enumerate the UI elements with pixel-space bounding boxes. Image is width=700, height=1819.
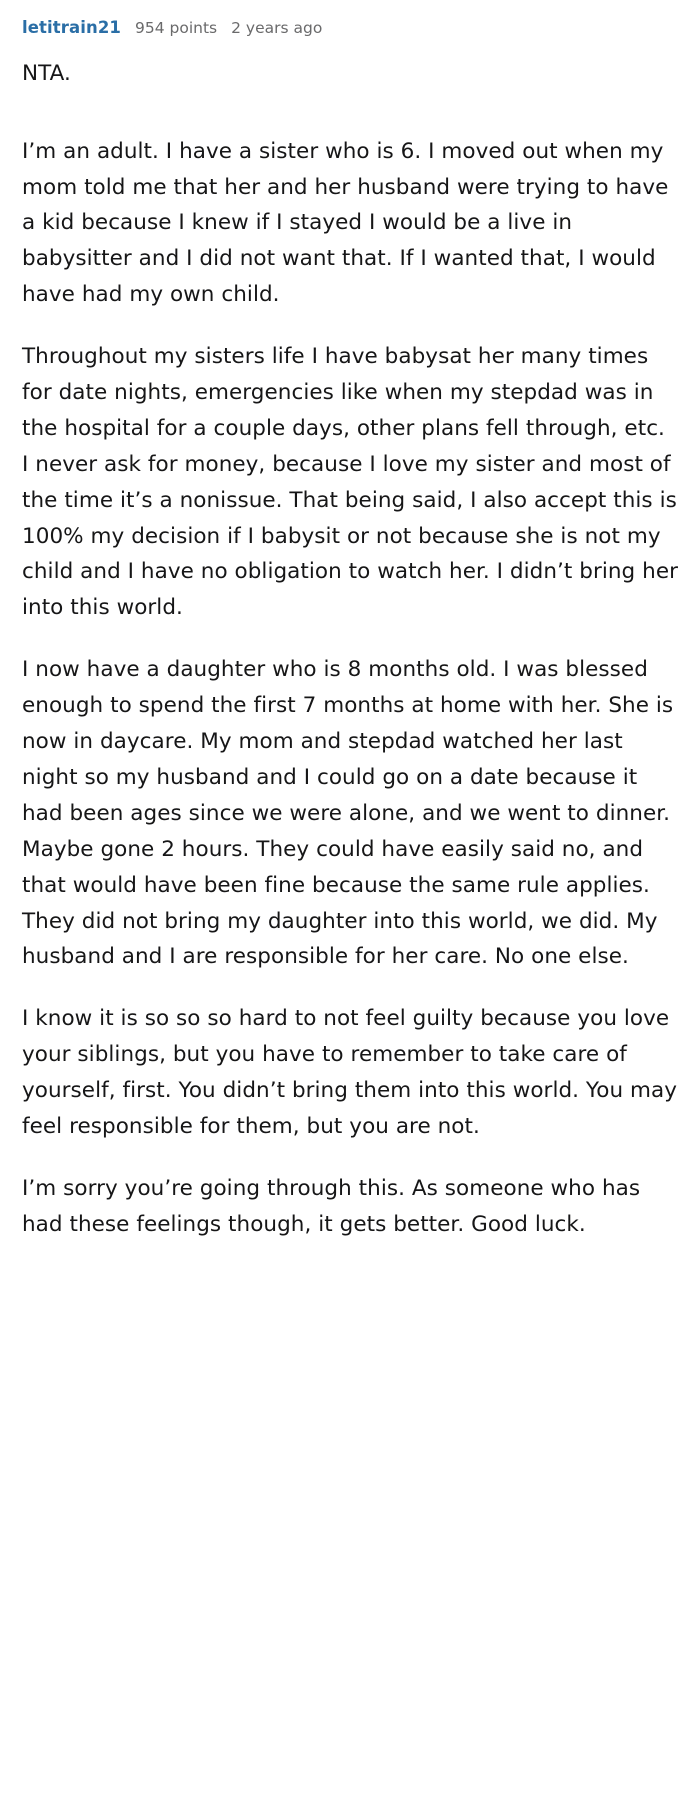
comment-points: 954 points (135, 19, 218, 37)
comment-paragraph: I know it is so so so hard to not feel guilty because you love your siblings, but you have to remember to take care of yourself, first. You didn’t bring them into this world. You may feel responsible for them, but you are not. (22, 1006, 678, 1139)
comment-paragraph: Throughout my sisters life I have babysat her many times for date nights, emergencies like when my stepdad was in the hospital for a couple days, other plans fell through, etc. I never ask for money, because I love my sister and most of the time it’s a nonissue. That being said, I also accept this is 100% my decision if I babysit or not because she is not my child and I have no obligation to watch her. I didn’t bring her into this world. (22, 344, 678, 621)
comment-paragraph: NTA. (22, 60, 71, 86)
comment-author[interactable]: letitrain21 (22, 18, 122, 37)
comment-body (22, 56, 678, 1243)
comment-paragraph: I’m sorry you’re going through this. As someone who has had these feelings though, it gets better. Good luck. (22, 1175, 641, 1237)
comment-meta (22, 18, 678, 38)
comment-timestamp: 2 years ago (231, 19, 323, 37)
comment-paragraph: I’m an adult. I have a sister who is 6. I moved out when my mom told me that her and her husband were trying to have a kid because I knew if I stayed I would be a live in babysitter and I did not want that. If I wanted that, I would have had my own child. (22, 138, 669, 308)
comment-paragraph: I now have a daughter who is 8 months old. I was blessed enough to spend the first 7 months at home with her. She is now in daycare. My mom and stepdad watched her last night so my husband and I could go on a date because it had been ages since we were alone, and we went to dinner. Maybe gone 2 hours. They could have easily said no, and that would have been fine because the same rule applies. They did not bring my daughter into this world, we did. My husband and I are responsible for her care. No one else. (22, 657, 674, 970)
bottom-spacer (22, 1243, 678, 1283)
